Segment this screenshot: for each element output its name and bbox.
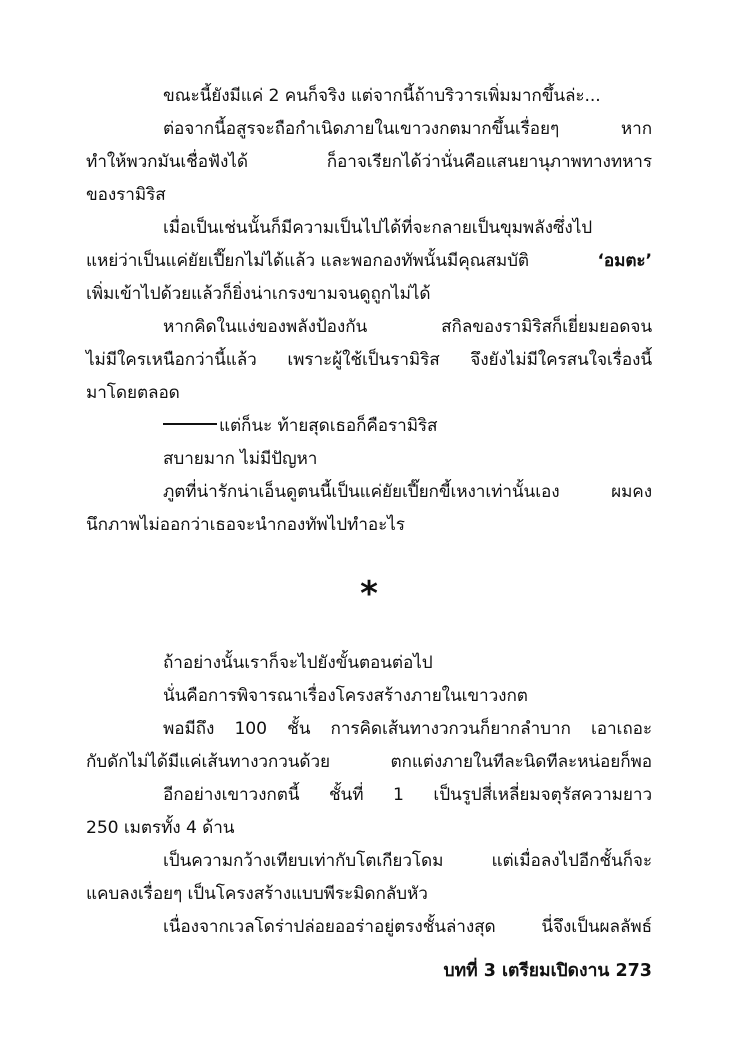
text-line: มาโดยตลอด — [86, 383, 180, 403]
text-line: ของรามิริส — [86, 185, 166, 205]
text-segment: แต่ก็นะ ท้ายสุดเธอก็คือรามิริส — [219, 416, 438, 436]
text-line: เพิ่มเข้าไปด้วยแล้วก็ยิ่งน่าเกรงขามจนดูถูกไม่ได้ — [86, 284, 431, 304]
emphasized-word: ‘อมตะ’ — [597, 251, 652, 271]
page-footer: บทที่ 3 เตรียมเปิดงาน 273 — [443, 961, 652, 981]
text-line: ทำให้พวกมันเชื่อฟังได้ ก็อาจเรียกได้ว่านั่นคือแสนยานุภาพทางทหาร — [86, 152, 652, 172]
text-line: เมื่อเป็นเช่นนั้นก็มีความเป็นไปได้ที่จะกลายเป็นขุมพลังซึ่งไป — [163, 218, 593, 238]
text-line: แคบลงเรื่อยๆ เป็นโครงสร้างแบบพีระมิดกลับหัว — [86, 884, 428, 904]
text-segment: แหย่ว่าเป็นแค่ยัยเปี๊ยกไม่ได้แล้ว และพอกองทัพนั้นมีคุณสมบัติ — [86, 251, 529, 271]
text-line: ไม่มีใครเหนือกว่านี้แล้ว เพราะผู้ใช้เป็นรามิริส จึงยังไม่มีใครสนใจเรื่องนี้ — [86, 350, 652, 370]
text-line: นึกภาพไม่ออกว่าเธอจะนำกองทัพไปทำอะไร — [86, 515, 405, 535]
em-dash-rule — [163, 423, 217, 425]
text-line: อีกอย่างเขาวงกตนี้ ชั้นที่ 1 เป็นรูปสี่เหลี่ยมจตุรัสความยาว — [163, 785, 652, 805]
text-line: สบายมาก ไม่มีปัญหา — [163, 449, 318, 469]
text-line: ขณะนี้ยังมีแค่ 2 คนก็จริง แต่จากนี้ถ้าบริวารเพิ่มมากขึ้นล่ะ... — [163, 86, 601, 106]
text-line: ต่อจากนี้อสูรจะถือกำเนิดภายในเขาวงกตมากขึ้นเรื่อยๆ หาก — [163, 119, 652, 139]
text-line: 250 เมตรทั้ง 4 ด้าน — [86, 818, 235, 838]
text-line: ภูตที่น่ารักน่าเอ็นดูตนนี้เป็นแค่ยัยเปี๊ยกขี้เหงาเท่านั้นเอง ผมคง — [163, 482, 652, 502]
text-line — [163, 414, 652, 438]
text-line: เป็นความกว้างเทียบเท่ากับโตเกียวโดม แต่เมื่อลงไปอีกชั้นก็จะ — [163, 851, 652, 871]
text-line — [86, 249, 652, 273]
text-line: พอมีถึง 100 ชั้น การคิดเส้นทางวกวนก็ยากลำบาก เอาเถอะ — [163, 719, 652, 739]
text-line: นั่นคือการพิจารณาเรื่องโครงสร้างภายในเขาวงกต — [163, 686, 528, 706]
scene-break-asterisk: * — [360, 574, 378, 614]
text-line: ถ้าอย่างนั้นเราก็จะไปยังขั้นตอนต่อไป — [163, 653, 433, 673]
text-line: เนื่องจากเวลโดร่าปล่อยออร่าอยู่ตรงชั้นล่างสุด นี่จึงเป็นผลลัพธ์ — [163, 917, 652, 937]
text-line: หากคิดในแง่ของพลังป้องกัน สกิลของรามิริสก็เยี่ยมยอดจน — [163, 317, 652, 337]
text-line: กับดักไม่ได้มีแค่เส้นทางวกวนด้วย ตกแต่งภายในทีละนิดทีละหน่อยก็พอ — [86, 752, 652, 772]
